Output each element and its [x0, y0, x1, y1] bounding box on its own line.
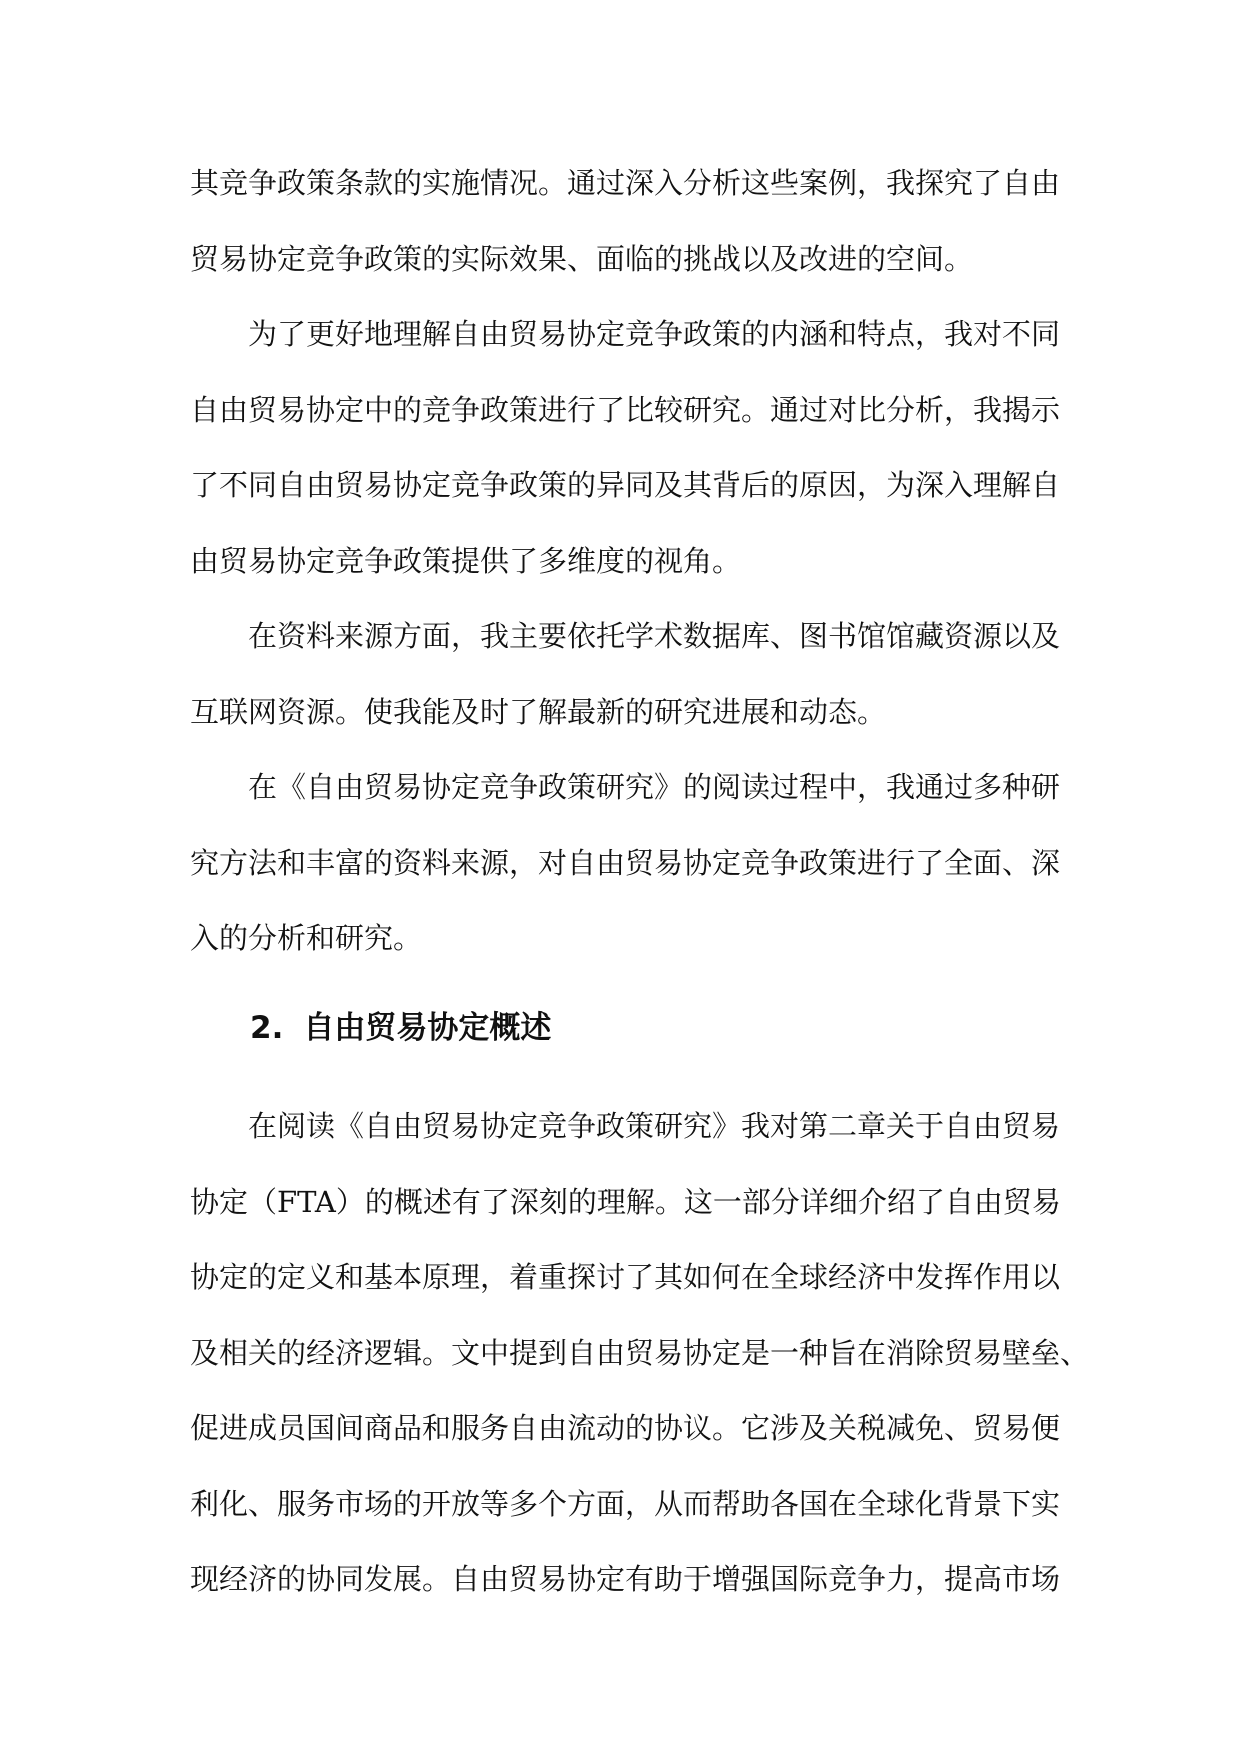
paragraph-3: [190, 599, 1060, 750]
paragraph-line: 为了更好地理解自由贸易协定竞争政策的内涵和特点，我对不同: [248, 317, 1061, 351]
paragraph-5: [190, 1089, 1089, 1618]
paragraph-line: 贸易协定竞争政策的实际效果、面临的挑战以及改进的空间。: [190, 241, 974, 276]
paragraph-line: 促进成员国间商品和服务自由流动的协议。它涉及关税减免、贸易便: [190, 1411, 1061, 1445]
paragraph-line: 在《自由贸易协定竞争政策研究》的阅读过程中，我通过多种研: [248, 770, 1061, 804]
paragraph-line: 协定（FTA）的概述有了深刻的理解。这一部分详细介绍了自由贸易: [190, 1184, 1061, 1219]
section-2-body: [190, 1089, 1089, 1618]
paragraph-line: 在阅读《自由贸易协定竞争政策研究》我对第二章关于自由贸易: [248, 1109, 1061, 1143]
paragraph-line: 由贸易协定竞争政策提供了多维度的视角。: [190, 543, 742, 578]
paragraph-line: 协定的定义和基本原理，着重探讨了其如何在全球经济中发挥作用以: [190, 1260, 1061, 1294]
paragraph-line: 在资料来源方面，我主要依托学术数据库、图书馆馆藏资源以及: [248, 619, 1061, 653]
section-number: 2.: [250, 1010, 284, 1046]
paragraph-line: 究方法和丰富的资料来源，对自由贸易协定竞争政策进行了全面、深: [190, 845, 1061, 880]
paragraph-2: [190, 297, 1060, 599]
paragraph-1: [190, 146, 1060, 297]
paragraph-line: 利化、服务市场的开放等多个方面，从而帮助各国在全球化背景下实: [190, 1486, 1061, 1521]
paragraph-line: 入的分析和研究。: [190, 921, 423, 955]
section-heading: [250, 1008, 551, 1048]
section-1-body: [190, 146, 1060, 977]
paragraph-line: 自由贸易协定中的竞争政策进行了比较研究。通过对比分析，我揭示: [190, 392, 1061, 427]
paragraph-line: 现经济的协同发展。自由贸易协定有助于增强国际竞争力，提高市场: [190, 1562, 1061, 1596]
paragraph-line: 互联网资源。使我能及时了解最新的研究进展和动态。: [190, 694, 887, 729]
paragraph-4: [190, 750, 1060, 977]
section-title: 自由贸易协定概述: [303, 1010, 552, 1046]
paragraph-line: 及相关的经济逻辑。文中提到自由贸易协定是一种旨在消除贸易壁垒、: [190, 1335, 1090, 1370]
paragraph-line: 其竞争政策条款的实施情况。通过深入分析这些案例，我探究了自由: [190, 166, 1061, 200]
paragraph-line: 了不同自由贸易协定竞争政策的异同及其背后的原因，为深入理解自: [190, 468, 1061, 502]
